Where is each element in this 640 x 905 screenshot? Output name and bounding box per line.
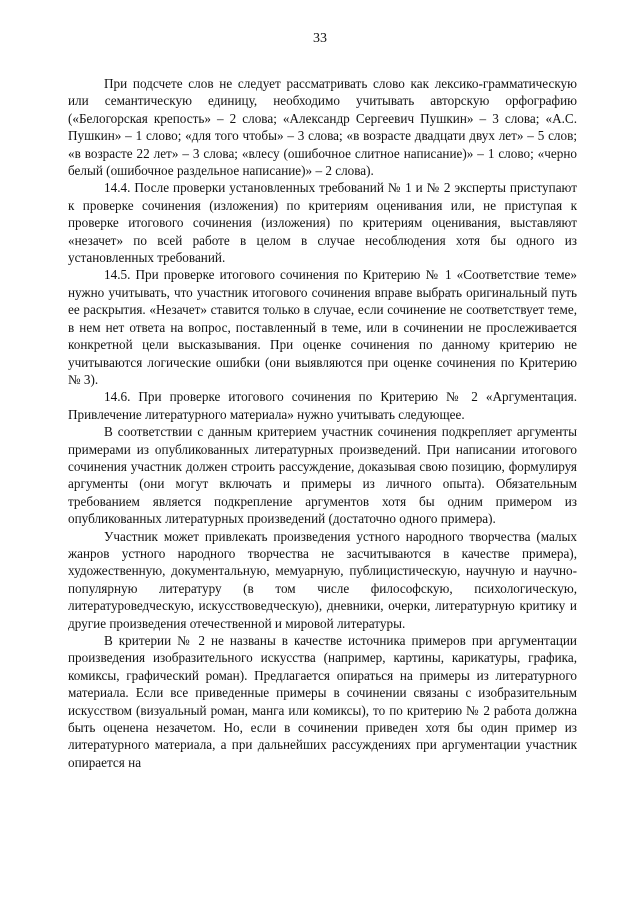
paragraph-14-4: 14.4. После проверки установленных требований № 1 и № 2 эксперты приступают к проверке сочинения (изложения) по критериям оценивания или, не приступая к проверке итогового сочинения (изложения) по критериям оценивания, выставляют «незачет» по всей работе в целом в случае несоблюдения хотя бы одного из установленных требований. — [68, 180, 577, 266]
paragraph-criterion-2-examples: В соответствии с данным критерием участник сочинения подкрепляет аргументы примерами из опубликованных литературных произведений. При написании итогового сочинения участник должен строить рассуждение, доказывая свою позицию, формулируя аргументы (они могут включать и примеры из личного опыта). Обязательным требованием является подкрепление аргументов хотя бы одним примером из опубликованных литературных произведений (достаточно одного примера). — [68, 424, 577, 527]
paragraph-allowed-literature: Участник может привлекать произведения устного народного творчества (малых жанров устного народного творчества не засчитываются в качестве примера), художественную, документальную, мемуарную, публицистическую, научную и научно-популярную литературу (в том числе философскую, психологическую, литературоведческую, искусствоведческую), дневники, очерки, литературную критику и другие произведения отечественной и мировой литературы. — [68, 528, 577, 631]
body-text — [68, 75, 577, 771]
paragraph-14-6: 14.6. При проверке итогового сочинения по Критерию № 2 «Аргументация. Привлечение литературного материала» нужно учитывать следующее. — [68, 389, 577, 422]
paragraph-word-count-rules: При подсчете слов не следует рассматривать слово как лексико-грамматическую или семантическую единицу, необходимо учитывать авторскую орфографию («Белогорская крепость» – 2 слова; «Александр Сергеевич Пушкин» – 3 слова; «А.С. Пушкин» – 1 слово; «для того чтобы» – 3 слова; «в возрасте двадцати двух лет» – 5 слов; «в возрасте 22 лет» – 3 слова; «влесу (ошибочное слитное написание)» – 1 слово; «черно белый (ошибочное раздельное написание)» – 2 слова). — [68, 76, 577, 179]
paragraph-visual-art: В критерии № 2 не названы в качестве источника примеров при аргументации произведения изобразительного искусства (например, картины, карикатуры, графика, комиксы, графический роман). Предлагается опираться на примеры из литературного материала. Если все приведенные примеры в сочинении связаны с изобразительным искусством (визуальный роман, манга или комиксы), то по критерию № 2 работа должна быть оценена незачетом. Но, если в сочинении приведен хотя бы один пример из литературного материала, а при дальнейших рассуждениях при аргументации участник опирается на — [68, 633, 577, 770]
paragraph-14-5: 14.5. При проверке итогового сочинения по Критерию № 1 «Соответствие теме» нужно учитывать, что участник итогового сочинения вправе выбрать оригинальный путь ее раскрытия. «Незачет» ставится только в случае, если сочинение не соответствует теме, в нем нет ответа на вопрос, поставленный в теме, или в сочинении не прослеживается конкретной цели высказывания. При оценке сочинения по данному критерию не учитываются логические ошибки (они выявляются при оценке сочинения по Критерию № 3). — [68, 267, 577, 387]
page-number: 33 — [313, 31, 327, 46]
